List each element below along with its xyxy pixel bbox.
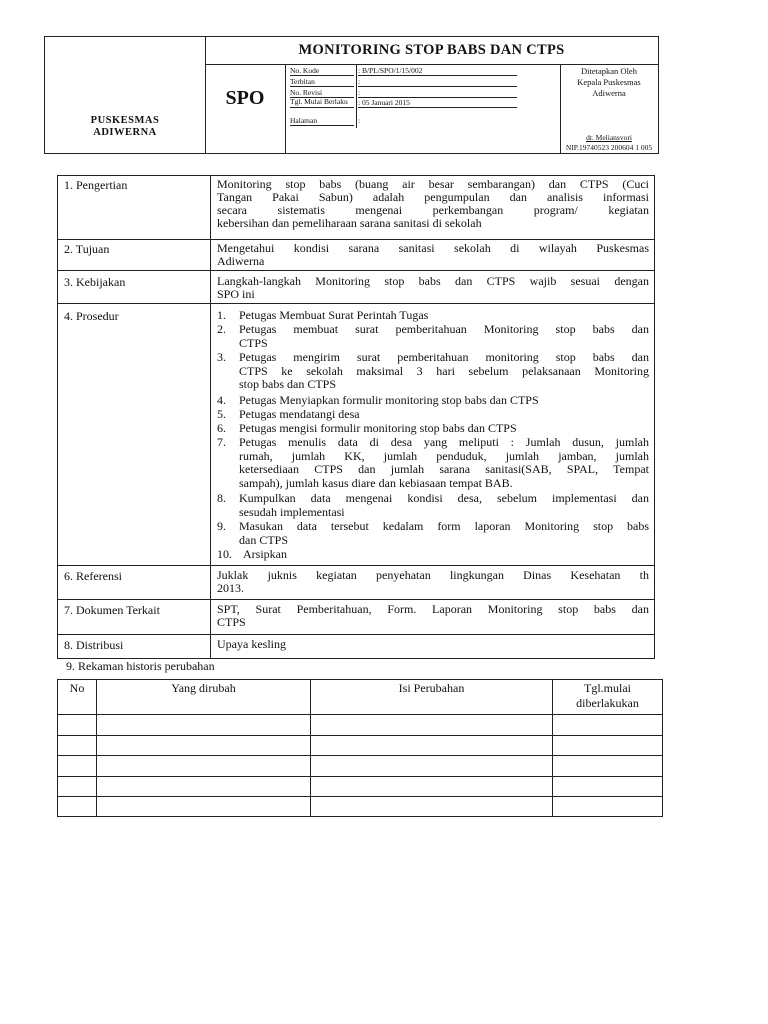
text-line: kebersihan dan pemeliharaan sarana sanitasi di sekolah bbox=[217, 216, 482, 230]
row-divider bbox=[58, 714, 662, 715]
section-text-kebijakan bbox=[217, 275, 649, 301]
row-divider bbox=[58, 270, 654, 271]
section-label-referensi: 6. Referensi bbox=[64, 569, 122, 583]
row-divider bbox=[58, 599, 654, 600]
row-divider bbox=[58, 796, 662, 797]
step-text bbox=[239, 323, 649, 350]
row-divider bbox=[58, 565, 654, 566]
step-text bbox=[239, 422, 649, 436]
meta-divider bbox=[356, 64, 357, 128]
text-line: Adiwerna bbox=[217, 254, 265, 268]
section-label-dokumen-terkait: 7. Dokumen Terkait bbox=[64, 603, 160, 617]
section-text-dokumen-terkait bbox=[217, 603, 649, 629]
meta-label: No. Revisi bbox=[290, 88, 354, 98]
step-number: 5. bbox=[217, 407, 226, 421]
row-divider bbox=[58, 239, 654, 240]
step-text bbox=[239, 408, 649, 422]
text-line: secara sistematis mengenai perkembangan program/ kegiatan bbox=[217, 203, 649, 217]
step-text bbox=[239, 492, 649, 519]
approval-block bbox=[560, 64, 658, 153]
step-number: 9. bbox=[217, 519, 226, 533]
text-line: Masukan data tersebut kedalam form laporan Monitoring stop babs bbox=[239, 519, 649, 533]
section-label-tujuan: 2. Tujuan bbox=[64, 242, 110, 256]
text-line: Langkah-langkah Monitoring stop babs dan CTPS wajib sesuai dengan bbox=[217, 274, 649, 288]
step-number: 6. bbox=[217, 421, 226, 435]
spo-header bbox=[44, 36, 659, 154]
step-number: 8. bbox=[217, 491, 226, 505]
text-line: Tangan Pakai Sabun) adalah pengumpulan dan analisis informasi bbox=[217, 190, 649, 204]
approver-nip: NIP.19740523 200604 1 005 bbox=[565, 143, 653, 152]
document-title: MONITORING STOP BABS DAN CTPS bbox=[298, 42, 565, 58]
row-divider bbox=[58, 303, 654, 304]
column-header-tgl-mulai bbox=[553, 681, 662, 711]
meta-value: : 05 Januari 2015 bbox=[358, 98, 517, 108]
organization-name-line1: PUSKESMAS bbox=[90, 115, 160, 126]
spo-label: SPO bbox=[225, 87, 265, 109]
step-number: 7. bbox=[217, 435, 226, 449]
header-line: Tgl.mulai bbox=[584, 681, 631, 695]
text-line: ketersediaan CTPS dan jumlah sarana sanitasi(SAB, SPAL, Tempat bbox=[239, 462, 649, 476]
spo-main-table bbox=[57, 175, 655, 659]
step-text bbox=[239, 436, 649, 490]
text-line: Kumpulkan data mengenai kondisi desa, sebelum implementasi dan bbox=[239, 491, 649, 505]
text-line: Mengetahui kondisi sarana sanitasi sekolah di wilayah Puskesmas bbox=[217, 241, 649, 255]
meta-label: Halaman bbox=[290, 116, 354, 126]
row-divider bbox=[58, 634, 654, 635]
approval-line2: Kepala Puskesmas bbox=[577, 77, 641, 87]
approval-line3: Adiwerna bbox=[592, 88, 626, 98]
text-line: SPO ini bbox=[217, 287, 255, 301]
column-divider bbox=[210, 176, 211, 658]
row-divider bbox=[58, 735, 662, 736]
organization-name-line2: ADIWERNA bbox=[93, 127, 157, 138]
step-number: 4. bbox=[217, 393, 226, 407]
section-label-prosedur: 4. Prosedur bbox=[64, 309, 119, 323]
text-line: Petugas mendatangi desa bbox=[239, 407, 360, 421]
section-text-pengertian bbox=[217, 178, 649, 230]
text-line: Petugas mengisi formulir monitoring stop babs dan CTPS bbox=[239, 421, 517, 435]
step-text bbox=[239, 351, 649, 392]
title-row bbox=[205, 37, 658, 65]
section-label-distribusi: 8. Distribusi bbox=[64, 638, 124, 652]
text-line: Upaya kesling bbox=[217, 637, 286, 651]
step-number: 3. bbox=[217, 350, 226, 364]
row-divider bbox=[58, 755, 662, 756]
text-line: Arsipkan bbox=[243, 547, 287, 561]
meta-value: : B/PL/SPO/1/15/002 bbox=[358, 66, 517, 76]
meta-value: : bbox=[358, 116, 361, 125]
section-text-distribusi bbox=[217, 638, 649, 651]
text-line: Petugas Membuat Surat Perintah Tugas bbox=[239, 308, 429, 322]
history-table bbox=[57, 679, 663, 817]
step-text bbox=[239, 520, 649, 547]
spo-cell bbox=[205, 64, 286, 153]
step-text bbox=[243, 548, 653, 562]
text-line: CTPS ke sekolah maksimal 3 hari sebelum pelaksanaan Monitoring bbox=[239, 363, 649, 378]
text-line: 2013. bbox=[217, 581, 244, 595]
step-number: 2. bbox=[217, 322, 226, 336]
text-line: dan CTPS bbox=[239, 532, 289, 547]
section-text-tujuan bbox=[217, 242, 649, 268]
document-meta bbox=[285, 64, 561, 153]
step-number: 10. bbox=[217, 547, 232, 561]
text-line: CTPS bbox=[217, 615, 246, 629]
meta-value: : bbox=[358, 77, 517, 87]
meta-value: : bbox=[358, 88, 517, 98]
text-line: Petugas Menyiapkan formulir monitoring stop babs dan CTPS bbox=[239, 393, 539, 407]
text-line: Petugas mengirim surat pemberitahuan monitoring stop babs dan bbox=[239, 350, 649, 364]
text-line: sampah), jumlah kasus diare dan kebiasaan tempat BAB. bbox=[239, 475, 513, 490]
section-label-kebijakan: 3. Kebijakan bbox=[64, 275, 126, 289]
text-line: Petugas menulis data di desa yang meliputi : Jumlah dusun, jumlah bbox=[239, 435, 649, 449]
meta-label: No. Kode bbox=[290, 66, 354, 76]
text-line: CTPS bbox=[239, 335, 268, 350]
meta-label: Tgl. Mulai Berlaku bbox=[290, 98, 354, 108]
approver-name: dr. Meliansvori bbox=[586, 133, 632, 142]
approval-line1: Ditetapkan Oleh bbox=[581, 66, 637, 76]
column-header-no: No bbox=[69, 681, 85, 695]
text-line: Monitoring stop babs (buang air besar sembarangan) dan CTPS (Cuci bbox=[217, 177, 649, 191]
column-header-yang-dirubah: Yang dirubah bbox=[171, 681, 236, 695]
organization-cell bbox=[45, 37, 206, 153]
step-text bbox=[239, 309, 649, 323]
row-divider bbox=[58, 776, 662, 777]
step-number: 1. bbox=[217, 308, 226, 322]
column-header-isi-perubahan: Isi Perubahan bbox=[398, 681, 465, 695]
text-line: stop babs dan CTPS bbox=[239, 377, 337, 391]
history-section-label: 9. Rekaman historis perubahan bbox=[66, 659, 215, 673]
text-line: Juklak juknis kegiatan penyehatan lingkungan Dinas Kesehatan th bbox=[217, 568, 649, 582]
meta-label: Terbitan bbox=[290, 77, 354, 87]
text-line: rumah, jumlah KK, jumlah penduduk, jumlah jamban, jumlah bbox=[239, 448, 649, 463]
text-line: SPT, Surat Pemberitahuan, Form. Laporan Monitoring stop babs dan bbox=[217, 602, 649, 616]
header-line: diberlakukan bbox=[576, 696, 639, 710]
section-text-referensi bbox=[217, 569, 649, 595]
step-text bbox=[239, 394, 649, 408]
section-label-pengertian: 1. Pengertian bbox=[64, 178, 128, 192]
text-line: sesudah implementasi bbox=[239, 504, 345, 519]
text-line: Petugas membuat surat pemberitahuan Monitoring stop babs dan bbox=[239, 322, 649, 336]
